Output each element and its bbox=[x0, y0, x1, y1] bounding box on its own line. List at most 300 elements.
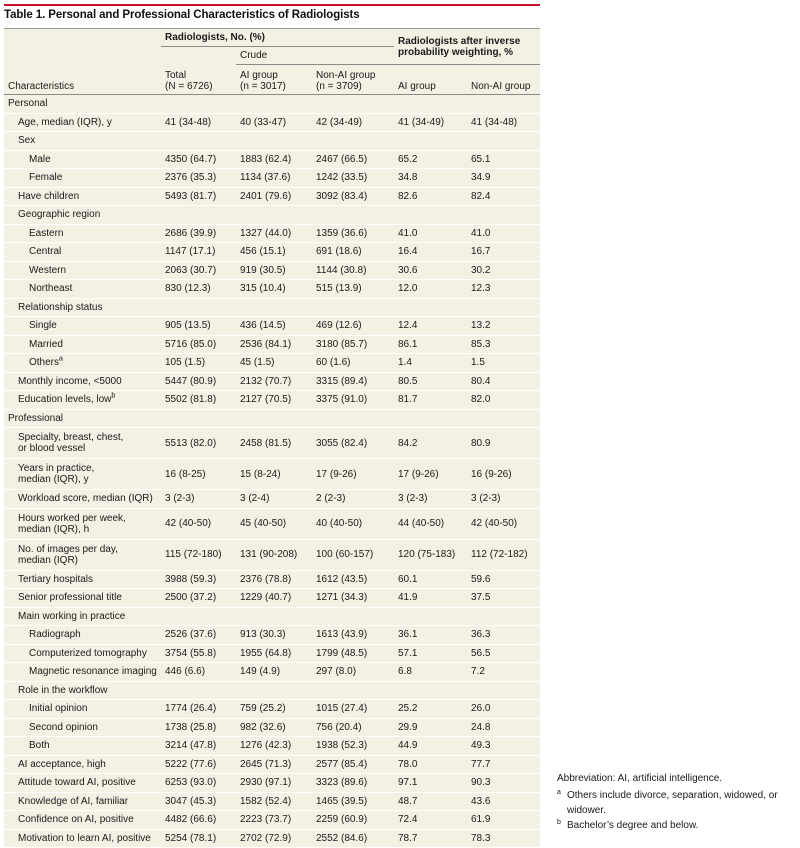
table-row bbox=[4, 354, 540, 373]
row-label-text: Tertiary hospitals bbox=[18, 573, 94, 585]
cell-ipw-non-ai: 16.7 bbox=[467, 243, 540, 262]
row-label-text: Attitude toward AI, positive bbox=[18, 777, 136, 789]
table-row bbox=[4, 280, 540, 299]
row-label bbox=[4, 113, 161, 132]
row-label-text: Second opinion bbox=[29, 721, 98, 733]
row-label-text: No. of images per day, median (IQR) bbox=[18, 543, 118, 566]
cell-total bbox=[161, 409, 236, 428]
cell-ipw-non-ai: 80.4 bbox=[467, 372, 540, 391]
cell-ipw-ai: 72.4 bbox=[394, 811, 467, 830]
cell-ipw-ai: 41 (34-49) bbox=[394, 113, 467, 132]
cell-ai: 2132 (70.7) bbox=[236, 372, 312, 391]
row-label-text: Married bbox=[29, 338, 63, 350]
cell-non-ai: 1271 (34.3) bbox=[312, 589, 394, 608]
row-label bbox=[4, 737, 161, 756]
header-total: Total (N = 6726) bbox=[161, 65, 236, 95]
table-row bbox=[4, 508, 540, 539]
row-label-text: Main working in practice bbox=[18, 610, 126, 622]
cell-total: 6253 (93.0) bbox=[161, 774, 236, 793]
row-label bbox=[4, 589, 161, 608]
table-row bbox=[4, 681, 540, 700]
table-row bbox=[4, 539, 540, 570]
cell-ipw-non-ai: 61.9 bbox=[467, 811, 540, 830]
cell-non-ai: 100 (60-157) bbox=[312, 539, 394, 570]
cell-total: 5447 (80.9) bbox=[161, 372, 236, 391]
row-label-text: Relationship status bbox=[18, 301, 103, 313]
row-label-text: Radiograph bbox=[29, 629, 81, 641]
footnotes bbox=[557, 771, 787, 833]
table-row bbox=[4, 607, 540, 626]
cell-total: 5493 (81.7) bbox=[161, 187, 236, 206]
cell-ai: 1955 (64.8) bbox=[236, 644, 312, 663]
cell-total: 3047 (45.3) bbox=[161, 792, 236, 811]
cell-non-ai: 2552 (84.6) bbox=[312, 829, 394, 848]
row-label bbox=[4, 700, 161, 719]
row-label-text: Western bbox=[29, 264, 67, 276]
row-label bbox=[4, 372, 161, 391]
cell-ipw-ai bbox=[394, 206, 467, 225]
cell-ai: 759 (25.2) bbox=[236, 700, 312, 719]
cell-ai bbox=[236, 206, 312, 225]
cell-ipw-non-ai: 26.0 bbox=[467, 700, 540, 719]
row-label-text: Both bbox=[29, 740, 50, 752]
table-row bbox=[4, 409, 540, 428]
cell-non-ai: 3315 (89.4) bbox=[312, 372, 394, 391]
cell-ipw-ai: 16.4 bbox=[394, 243, 467, 262]
cell-ipw-ai: 17 (9-26) bbox=[394, 459, 467, 490]
row-label bbox=[4, 243, 161, 262]
cell-ipw-ai: 78.7 bbox=[394, 829, 467, 848]
header-non-ai-group: Non-AI group (n = 3709) bbox=[312, 65, 394, 95]
row-label-text: Hours worked per week, median (IQR), h bbox=[18, 512, 126, 535]
row-label bbox=[4, 663, 161, 682]
cell-non-ai: 2259 (60.9) bbox=[312, 811, 394, 830]
row-label bbox=[4, 681, 161, 700]
cell-ai: 1276 (42.3) bbox=[236, 737, 312, 756]
cell-ipw-ai bbox=[394, 298, 467, 317]
cell-ipw-non-ai: 82.4 bbox=[467, 187, 540, 206]
cell-ipw-ai: 36.1 bbox=[394, 626, 467, 645]
cell-total bbox=[161, 206, 236, 225]
table-row bbox=[4, 626, 540, 645]
row-label bbox=[4, 774, 161, 793]
cell-total: 2686 (39.9) bbox=[161, 224, 236, 243]
table-row bbox=[4, 589, 540, 608]
table-row bbox=[4, 774, 540, 793]
cell-ipw-non-ai: 85.3 bbox=[467, 335, 540, 354]
cell-total: 5502 (81.8) bbox=[161, 391, 236, 410]
table-row bbox=[4, 335, 540, 354]
row-label-text: Confidence on AI, positive bbox=[18, 814, 134, 826]
cell-non-ai: 469 (12.6) bbox=[312, 317, 394, 336]
cell-non-ai: 1613 (43.9) bbox=[312, 626, 394, 645]
cell-total: 2376 (35.3) bbox=[161, 169, 236, 188]
title-accent-bar bbox=[4, 4, 540, 6]
cell-ipw-ai: 34.8 bbox=[394, 169, 467, 188]
cell-total bbox=[161, 298, 236, 317]
cell-ipw-non-ai: 78.3 bbox=[467, 829, 540, 848]
cell-non-ai: 2467 (66.5) bbox=[312, 150, 394, 169]
footnote-a bbox=[557, 788, 787, 818]
cell-ai: 919 (30.5) bbox=[236, 261, 312, 280]
cell-ipw-ai: 120 (75-183) bbox=[394, 539, 467, 570]
cell-total bbox=[161, 95, 236, 114]
cell-total: 2526 (37.6) bbox=[161, 626, 236, 645]
cell-non-ai: 756 (20.4) bbox=[312, 718, 394, 737]
cell-ai: 1327 (44.0) bbox=[236, 224, 312, 243]
cell-non-ai: 1799 (48.5) bbox=[312, 644, 394, 663]
cell-total: 2063 (30.7) bbox=[161, 261, 236, 280]
table-row bbox=[4, 718, 540, 737]
cell-total bbox=[161, 132, 236, 151]
cell-ipw-ai: 25.2 bbox=[394, 700, 467, 719]
table-row bbox=[4, 391, 540, 410]
row-label bbox=[4, 317, 161, 336]
cell-total: 3214 (47.8) bbox=[161, 737, 236, 756]
row-label-text: Motivation to learn AI, positive bbox=[18, 832, 151, 844]
cell-total bbox=[161, 681, 236, 700]
cell-ipw-ai: 12.0 bbox=[394, 280, 467, 299]
cell-non-ai: 3323 (89.6) bbox=[312, 774, 394, 793]
table-row bbox=[4, 298, 540, 317]
cell-total: 16 (8-25) bbox=[161, 459, 236, 490]
cell-total: 2500 (37.2) bbox=[161, 589, 236, 608]
cell-ipw-ai: 30.6 bbox=[394, 261, 467, 280]
cell-ipw-ai: 81.7 bbox=[394, 391, 467, 410]
cell-non-ai bbox=[312, 206, 394, 225]
cell-ipw-ai: 3 (2-3) bbox=[394, 490, 467, 509]
table-row bbox=[4, 132, 540, 151]
table-row bbox=[4, 490, 540, 509]
table-row bbox=[4, 206, 540, 225]
cell-ipw-ai bbox=[394, 95, 467, 114]
characteristics-table bbox=[4, 28, 540, 848]
table-body bbox=[4, 95, 540, 848]
cell-total: 4482 (66.6) bbox=[161, 811, 236, 830]
cell-non-ai: 1938 (52.3) bbox=[312, 737, 394, 756]
cell-ai bbox=[236, 298, 312, 317]
cell-ipw-non-ai: 24.8 bbox=[467, 718, 540, 737]
cell-total bbox=[161, 607, 236, 626]
footnote-b-mark: b bbox=[557, 819, 561, 826]
cell-ipw-non-ai: 65.1 bbox=[467, 150, 540, 169]
cell-ai bbox=[236, 607, 312, 626]
row-label bbox=[4, 391, 161, 410]
table-row bbox=[4, 261, 540, 280]
header-radiologists-count: Radiologists, No. (%) bbox=[161, 29, 394, 47]
cell-ipw-non-ai: 49.3 bbox=[467, 737, 540, 756]
row-label bbox=[4, 755, 161, 774]
row-label bbox=[4, 570, 161, 589]
cell-ipw-non-ai: 3 (2-3) bbox=[467, 490, 540, 509]
cell-ipw-non-ai bbox=[467, 409, 540, 428]
cell-non-ai: 1242 (33.5) bbox=[312, 169, 394, 188]
cell-ai: 436 (14.5) bbox=[236, 317, 312, 336]
cell-ipw-ai: 78.0 bbox=[394, 755, 467, 774]
cell-ai: 2223 (73.7) bbox=[236, 811, 312, 830]
table-row bbox=[4, 459, 540, 490]
cell-ai bbox=[236, 681, 312, 700]
cell-total: 905 (13.5) bbox=[161, 317, 236, 336]
cell-ipw-non-ai: 82.0 bbox=[467, 391, 540, 410]
cell-total: 446 (6.6) bbox=[161, 663, 236, 682]
cell-ipw-non-ai bbox=[467, 607, 540, 626]
cell-ai: 2645 (71.3) bbox=[236, 755, 312, 774]
cell-non-ai: 1612 (43.5) bbox=[312, 570, 394, 589]
row-label-text: Knowledge of AI, familiar bbox=[18, 795, 129, 807]
table-row bbox=[4, 169, 540, 188]
cell-ai: 2401 (79.6) bbox=[236, 187, 312, 206]
cell-total: 3754 (55.8) bbox=[161, 644, 236, 663]
table-row bbox=[4, 187, 540, 206]
cell-ipw-ai: 44 (40-50) bbox=[394, 508, 467, 539]
row-label bbox=[4, 335, 161, 354]
row-label-text: Workload score, median (IQR) bbox=[18, 493, 153, 505]
cell-ai: 315 (10.4) bbox=[236, 280, 312, 299]
row-label bbox=[4, 490, 161, 509]
cell-ipw-non-ai: 30.2 bbox=[467, 261, 540, 280]
cell-ipw-ai: 48.7 bbox=[394, 792, 467, 811]
cell-ipw-non-ai: 41 (34-48) bbox=[467, 113, 540, 132]
cell-total: 1147 (17.1) bbox=[161, 243, 236, 262]
row-label-text: Role in the workflow bbox=[18, 684, 108, 696]
cell-ipw-non-ai: 34.9 bbox=[467, 169, 540, 188]
cell-ai: 3 (2-4) bbox=[236, 490, 312, 509]
cell-non-ai: 3092 (83.4) bbox=[312, 187, 394, 206]
cell-ai: 45 (40-50) bbox=[236, 508, 312, 539]
cell-ipw-non-ai: 112 (72-182) bbox=[467, 539, 540, 570]
cell-ipw-non-ai: 59.6 bbox=[467, 570, 540, 589]
cell-ipw-ai bbox=[394, 607, 467, 626]
cell-total: 1774 (26.4) bbox=[161, 700, 236, 719]
row-label bbox=[4, 280, 161, 299]
cell-non-ai bbox=[312, 409, 394, 428]
row-label-text: Eastern bbox=[29, 227, 64, 239]
cell-ipw-ai: 44.9 bbox=[394, 737, 467, 756]
cell-non-ai: 515 (13.9) bbox=[312, 280, 394, 299]
table-row bbox=[4, 570, 540, 589]
cell-ai bbox=[236, 95, 312, 114]
cell-non-ai: 2577 (85.4) bbox=[312, 755, 394, 774]
cell-ai: 40 (33-47) bbox=[236, 113, 312, 132]
cell-ipw-non-ai: 36.3 bbox=[467, 626, 540, 645]
table-row bbox=[4, 243, 540, 262]
row-label-text: Others bbox=[29, 357, 60, 369]
cell-ipw-non-ai: 56.5 bbox=[467, 644, 540, 663]
cell-ipw-ai: 65.2 bbox=[394, 150, 467, 169]
cell-ai bbox=[236, 132, 312, 151]
cell-ai: 149 (4.9) bbox=[236, 663, 312, 682]
row-label-text: Female bbox=[29, 172, 63, 184]
cell-non-ai: 297 (8.0) bbox=[312, 663, 394, 682]
footnote-b-text: Bachelor’s degree and below. bbox=[567, 820, 699, 831]
cell-non-ai: 42 (34-49) bbox=[312, 113, 394, 132]
cell-ipw-non-ai bbox=[467, 132, 540, 151]
cell-ipw-non-ai: 43.6 bbox=[467, 792, 540, 811]
row-label bbox=[4, 459, 161, 490]
row-label-text: Specialty, breast, chest, or blood vessel bbox=[18, 432, 124, 454]
table-row bbox=[4, 428, 540, 459]
cell-non-ai: 3180 (85.7) bbox=[312, 335, 394, 354]
cell-non-ai: 1465 (39.5) bbox=[312, 792, 394, 811]
row-label-text: Years in practice, median (IQR), y bbox=[18, 463, 95, 485]
header-characteristics: Characteristics bbox=[4, 65, 161, 95]
cell-ipw-non-ai: 7.2 bbox=[467, 663, 540, 682]
row-label bbox=[4, 150, 161, 169]
cell-ai: 2376 (78.8) bbox=[236, 570, 312, 589]
row-label-text: Magnetic resonance imaging bbox=[29, 666, 157, 678]
table-row bbox=[4, 792, 540, 811]
row-label bbox=[4, 132, 161, 151]
cell-ai: 913 (30.3) bbox=[236, 626, 312, 645]
cell-ai: 2930 (97.1) bbox=[236, 774, 312, 793]
row-label bbox=[4, 718, 161, 737]
row-label-text: Central bbox=[29, 246, 62, 258]
header-ipw-ai-group: AI group bbox=[394, 65, 467, 95]
row-label bbox=[4, 626, 161, 645]
cell-ipw-ai: 97.1 bbox=[394, 774, 467, 793]
cell-total: 5222 (77.6) bbox=[161, 755, 236, 774]
cell-non-ai bbox=[312, 607, 394, 626]
cell-non-ai: 40 (40-50) bbox=[312, 508, 394, 539]
cell-ipw-ai bbox=[394, 132, 467, 151]
cell-ipw-ai: 1.4 bbox=[394, 354, 467, 373]
cell-ipw-ai: 41.0 bbox=[394, 224, 467, 243]
row-label bbox=[4, 187, 161, 206]
cell-total: 41 (34-48) bbox=[161, 113, 236, 132]
row-label-text: Single bbox=[29, 320, 57, 332]
footnote-marker: a bbox=[59, 355, 63, 363]
header-crude: Crude bbox=[236, 47, 394, 65]
table-row bbox=[4, 663, 540, 682]
cell-non-ai: 1015 (27.4) bbox=[312, 700, 394, 719]
cell-ipw-non-ai bbox=[467, 681, 540, 700]
cell-total: 115 (72-180) bbox=[161, 539, 236, 570]
row-label bbox=[4, 169, 161, 188]
cell-non-ai: 1144 (30.8) bbox=[312, 261, 394, 280]
row-label bbox=[4, 428, 161, 459]
cell-ipw-non-ai bbox=[467, 206, 540, 225]
row-label-text: Northeast bbox=[29, 283, 73, 295]
cell-total: 42 (40-50) bbox=[161, 508, 236, 539]
cell-total: 830 (12.3) bbox=[161, 280, 236, 299]
cell-ipw-ai bbox=[394, 409, 467, 428]
table-row bbox=[4, 150, 540, 169]
cell-ai: 2702 (72.9) bbox=[236, 829, 312, 848]
cell-non-ai: 60 (1.6) bbox=[312, 354, 394, 373]
footnote-marker: b bbox=[111, 392, 116, 400]
row-label bbox=[4, 607, 161, 626]
cell-non-ai bbox=[312, 95, 394, 114]
cell-non-ai bbox=[312, 681, 394, 700]
cell-ipw-ai: 86.1 bbox=[394, 335, 467, 354]
cell-ai: 456 (15.1) bbox=[236, 243, 312, 262]
cell-ipw-ai: 29.9 bbox=[394, 718, 467, 737]
header-ipw-non-ai-group: Non-AI group bbox=[467, 65, 540, 95]
cell-ipw-non-ai: 12.3 bbox=[467, 280, 540, 299]
footnote-a-text: Others include divorce, separation, widowed, or widower. bbox=[567, 790, 778, 816]
table-row bbox=[4, 224, 540, 243]
cell-ipw-non-ai: 37.5 bbox=[467, 589, 540, 608]
table-row bbox=[4, 372, 540, 391]
cell-total: 3 (2-3) bbox=[161, 490, 236, 509]
row-label bbox=[4, 224, 161, 243]
row-label bbox=[4, 261, 161, 280]
cell-ipw-non-ai: 16 (9-26) bbox=[467, 459, 540, 490]
row-label-text: Personal bbox=[8, 98, 48, 110]
cell-total: 5254 (78.1) bbox=[161, 829, 236, 848]
table-row bbox=[4, 95, 540, 114]
cell-ai: 131 (90-208) bbox=[236, 539, 312, 570]
cell-non-ai: 3375 (91.0) bbox=[312, 391, 394, 410]
cell-total: 105 (1.5) bbox=[161, 354, 236, 373]
header-ipw: Radiologists after inverse probability weighting, % bbox=[394, 29, 540, 65]
table-row bbox=[4, 829, 540, 848]
row-label-text: Senior professional title bbox=[18, 592, 122, 604]
cell-non-ai: 1359 (36.6) bbox=[312, 224, 394, 243]
cell-total: 5716 (85.0) bbox=[161, 335, 236, 354]
cell-total: 1738 (25.8) bbox=[161, 718, 236, 737]
cell-total: 4350 (64.7) bbox=[161, 150, 236, 169]
row-label-text: Computerized tomography bbox=[29, 647, 147, 659]
cell-ai: 1883 (62.4) bbox=[236, 150, 312, 169]
row-label-text: Have children bbox=[18, 190, 80, 202]
cell-ipw-ai: 82.6 bbox=[394, 187, 467, 206]
cell-ai: 45 (1.5) bbox=[236, 354, 312, 373]
cell-ipw-ai: 12.4 bbox=[394, 317, 467, 336]
cell-ipw-ai: 60.1 bbox=[394, 570, 467, 589]
cell-ipw-non-ai bbox=[467, 298, 540, 317]
footnote-a-mark: a bbox=[557, 789, 561, 796]
row-label bbox=[4, 644, 161, 663]
table-row bbox=[4, 755, 540, 774]
table-row bbox=[4, 811, 540, 830]
row-label-text: Professional bbox=[8, 412, 64, 424]
table-title: Table 1. Personal and Professional Characteristics of Radiologists bbox=[4, 9, 360, 21]
cell-non-ai: 691 (18.6) bbox=[312, 243, 394, 262]
row-label-text: AI acceptance, high bbox=[18, 758, 106, 770]
cell-ai: 2536 (84.1) bbox=[236, 335, 312, 354]
cell-ai: 1134 (37.6) bbox=[236, 169, 312, 188]
cell-ai bbox=[236, 409, 312, 428]
row-label bbox=[4, 206, 161, 225]
cell-non-ai: 3055 (82.4) bbox=[312, 428, 394, 459]
table-row bbox=[4, 317, 540, 336]
cell-ipw-non-ai: 13.2 bbox=[467, 317, 540, 336]
row-label bbox=[4, 409, 161, 428]
row-label bbox=[4, 298, 161, 317]
cell-ai: 2458 (81.5) bbox=[236, 428, 312, 459]
row-label-text: Male bbox=[29, 153, 51, 165]
footnote-b bbox=[557, 818, 787, 833]
row-label bbox=[4, 508, 161, 539]
cell-ipw-non-ai: 80.9 bbox=[467, 428, 540, 459]
cell-ai: 1229 (40.7) bbox=[236, 589, 312, 608]
cell-non-ai: 2 (2-3) bbox=[312, 490, 394, 509]
row-label bbox=[4, 354, 161, 373]
table-row bbox=[4, 113, 540, 132]
row-label-text: Education levels, low bbox=[18, 394, 112, 406]
row-label bbox=[4, 811, 161, 830]
row-label bbox=[4, 829, 161, 848]
cell-total: 3988 (59.3) bbox=[161, 570, 236, 589]
row-label-text: Initial opinion bbox=[29, 703, 88, 715]
cell-ipw-non-ai: 90.3 bbox=[467, 774, 540, 793]
cell-ipw-ai: 41.9 bbox=[394, 589, 467, 608]
cell-ai: 982 (32.6) bbox=[236, 718, 312, 737]
cell-non-ai bbox=[312, 298, 394, 317]
cell-ipw-ai: 84.2 bbox=[394, 428, 467, 459]
